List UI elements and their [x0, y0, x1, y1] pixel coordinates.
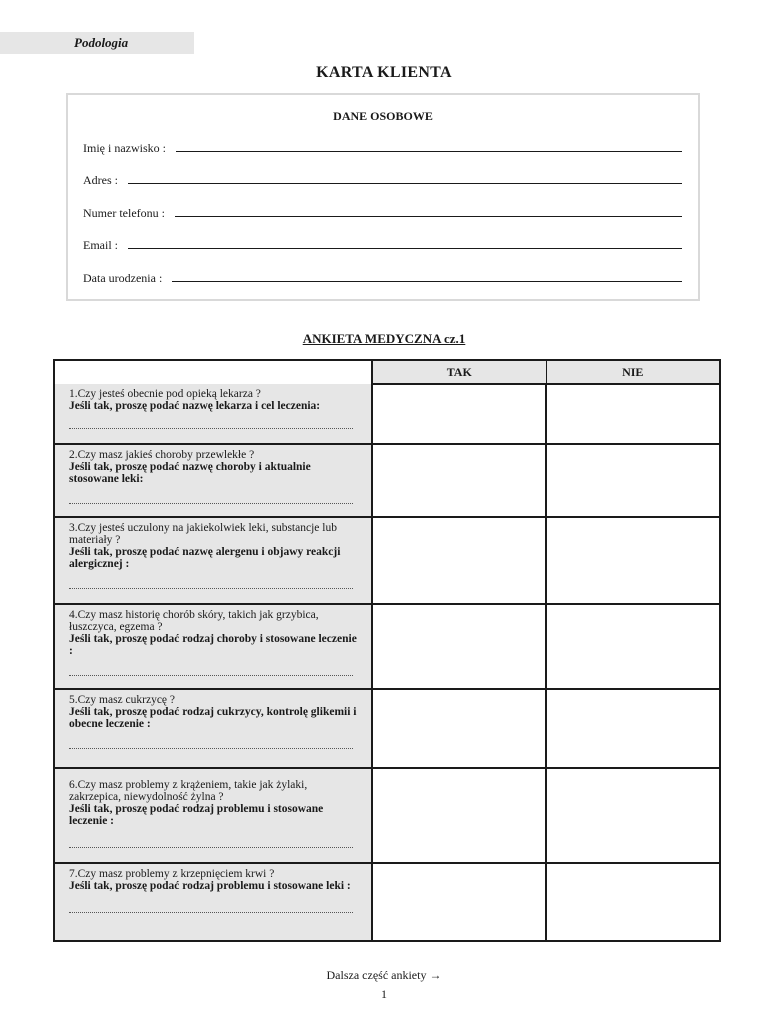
- column-header-yes: TAK: [372, 360, 546, 384]
- question-follow-up: Jeśli tak, proszę podać nazwę lekarza i cel leczenia:: [69, 400, 321, 412]
- continued-note: Dalsza część ankiety →: [326, 968, 442, 982]
- survey-row: [54, 517, 720, 604]
- question-cell: [54, 384, 372, 444]
- question-text: 4.Czy masz historię chorób skóry, takich jak grzybica, łuszczyca, egzema ?: [69, 609, 319, 633]
- question-text: 1.Czy jesteś obecnie pod opieką lekarza ?: [69, 388, 261, 400]
- answer-no-cell[interactable]: [546, 517, 720, 604]
- category-label: Podologia: [74, 35, 129, 50]
- full-name-input-line[interactable]: [176, 151, 682, 152]
- question-cell: [54, 689, 372, 768]
- page-number: 1: [381, 987, 387, 1001]
- email-input-line[interactable]: [128, 248, 682, 249]
- survey-title: ANKIETA MEDYCZNA cz.1: [302, 331, 466, 346]
- field-address: [83, 169, 682, 187]
- answer-yes-cell[interactable]: [372, 863, 546, 941]
- answer-dotted-line[interactable]: [69, 428, 353, 429]
- field-label: Adres :: [83, 173, 118, 187]
- question-cell: [54, 604, 372, 689]
- answer-dotted-line[interactable]: [69, 588, 353, 589]
- question-text: 6.Czy masz problemy z krążeniem, takie jak żylaki, zakrzepica, niewydolność żylna ?: [69, 779, 308, 803]
- question-follow-up: Jeśli tak, proszę podać rodzaj problemu i stosowane leki :: [69, 880, 351, 892]
- answer-dotted-line[interactable]: [69, 503, 353, 504]
- field-label: Data urodzenia :: [83, 271, 163, 285]
- field-label: Email :: [83, 238, 118, 252]
- answer-dotted-line[interactable]: [69, 847, 353, 848]
- answer-no-cell[interactable]: [546, 384, 720, 444]
- field-email: [83, 234, 682, 252]
- answer-yes-cell[interactable]: [372, 384, 546, 444]
- question-follow-up: Jeśli tak, proszę podać rodzaj choroby i stosowane leczenie :: [69, 633, 357, 657]
- answer-dotted-line[interactable]: [69, 675, 353, 676]
- personal-data-section: [66, 93, 700, 301]
- answer-dotted-line[interactable]: [69, 912, 353, 913]
- question-follow-up: Jeśli tak, proszę podać rodzaj cukrzycy, kontrolę glikemii i obecne leczenie :: [69, 706, 357, 730]
- question-follow-up: Jeśli tak, proszę podać nazwę choroby i aktualnie stosowane leki:: [69, 461, 311, 485]
- answer-yes-cell[interactable]: [372, 517, 546, 604]
- answer-no-cell[interactable]: [546, 689, 720, 768]
- question-text: 2.Czy masz jakieś choroby przewlekłe ?: [69, 449, 255, 461]
- birth-date-input-line[interactable]: [172, 281, 682, 282]
- survey-row: [54, 384, 720, 444]
- survey-row: [54, 768, 720, 863]
- question-cell: [54, 863, 372, 941]
- field-birth-date: [83, 267, 682, 285]
- question-text: 7.Czy masz problemy z krzepnięciem krwi ?: [69, 868, 275, 880]
- column-header-no: NIE: [546, 360, 720, 384]
- survey-row: [54, 444, 720, 517]
- question-cell: [54, 768, 372, 863]
- survey-row: [54, 863, 720, 941]
- answer-no-cell[interactable]: [546, 604, 720, 689]
- personal-data-heading: DANE OSOBOWE: [333, 109, 433, 123]
- header-corner: [54, 360, 372, 384]
- survey-row: [54, 689, 720, 768]
- field-label: Numer telefonu :: [83, 206, 165, 220]
- category-tag: [0, 32, 194, 54]
- question-follow-up: Jeśli tak, proszę podać nazwę alergenu i objawy reakcji alergicznej :: [69, 546, 341, 570]
- answer-no-cell[interactable]: [546, 863, 720, 941]
- question-cell: [54, 444, 372, 517]
- question-text: 3.Czy jesteś uczulony na jakiekolwiek leki, substancje lub materiały ?: [69, 522, 337, 546]
- answer-yes-cell[interactable]: [372, 444, 546, 517]
- answer-dotted-line[interactable]: [69, 748, 353, 749]
- phone-input-line[interactable]: [175, 216, 682, 217]
- question-cell: [54, 517, 372, 604]
- answer-no-cell[interactable]: [546, 768, 720, 863]
- address-input-line[interactable]: [128, 183, 682, 184]
- answer-yes-cell[interactable]: [372, 768, 546, 863]
- question-text: 5.Czy masz cukrzycę ?: [69, 694, 176, 706]
- question-follow-up: Jeśli tak, proszę podać rodzaj problemu i stosowane leczenie :: [69, 803, 324, 827]
- answer-yes-cell[interactable]: [372, 604, 546, 689]
- document-title: KARTA KLIENTA: [316, 64, 452, 81]
- field-phone: [83, 202, 682, 220]
- field-label: Imię i nazwisko :: [83, 141, 166, 155]
- field-full-name: [83, 137, 682, 155]
- survey-row: [54, 604, 720, 689]
- answer-no-cell[interactable]: [546, 444, 720, 517]
- answer-yes-cell[interactable]: [372, 689, 546, 768]
- medical-survey-table: [53, 359, 721, 942]
